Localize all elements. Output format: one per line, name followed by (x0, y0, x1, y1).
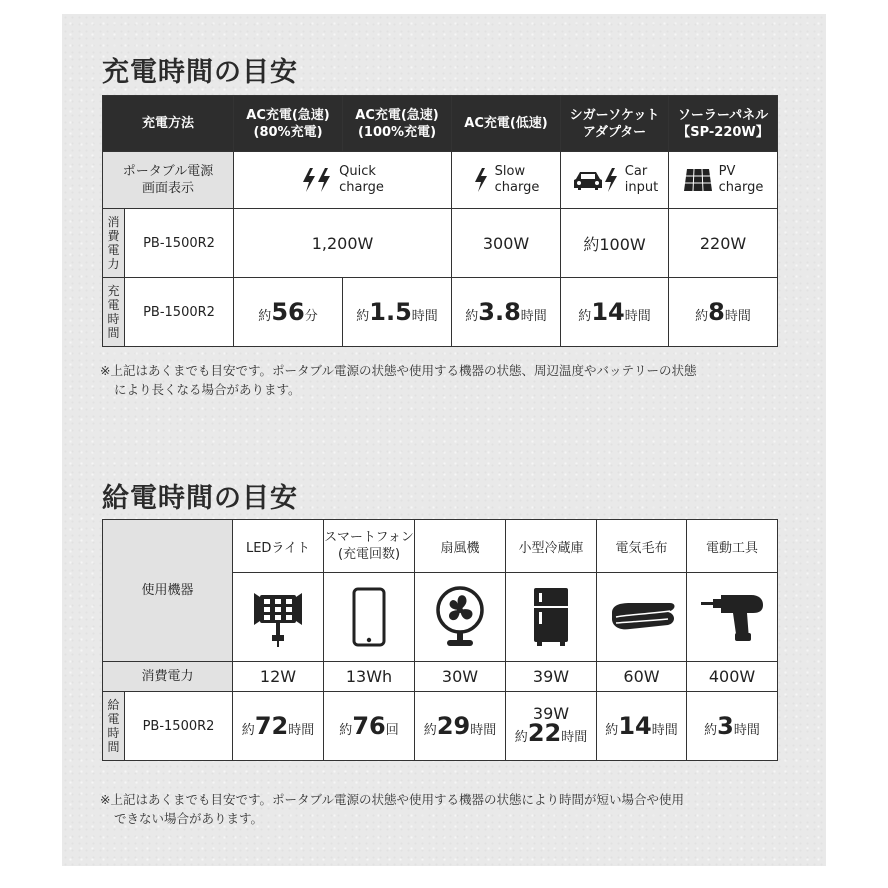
supply-time-row (103, 692, 778, 761)
power-value: 400W (687, 662, 778, 692)
led-light-icon (253, 587, 303, 647)
charge-time-cell: 約56分 (234, 278, 343, 347)
header-ac-fast-80: AC充電(急速) (80%充電) (234, 96, 343, 152)
power-value: 30W (415, 662, 506, 692)
model-name: PB-1500R2 (125, 692, 233, 761)
device-refrigerator: 小型冷蔵庫 (506, 520, 597, 573)
power-label: 消費電力 (103, 662, 233, 692)
supply-time-cell: 約14時間 (597, 692, 687, 761)
led-cell (233, 573, 324, 662)
power-value: 60W (597, 662, 687, 692)
supply-time-cell: 約76回 (324, 692, 415, 761)
car-icon (571, 167, 619, 193)
ac-fast-power: 1,200W (234, 209, 452, 278)
model-name: PB-1500R2 (125, 209, 234, 278)
charge-display-row (103, 152, 778, 209)
charge-time-cell: 約8時間 (669, 278, 778, 347)
device-fan: 扇風機 (415, 520, 506, 573)
solar-panel-icon (683, 167, 713, 193)
power-value: 39W (506, 662, 597, 692)
header-ac-slow: AC充電(低速) (452, 96, 561, 152)
double-bolt-icon (301, 167, 333, 193)
supply-footnote: ※上記はあくまでも目安です。ポータブル電源の状態や使用する機器の状態により時間が短い場合や使用 できない場合があります。 (100, 792, 684, 826)
power-side-label: 消 費 電 力 (103, 209, 125, 278)
slow-charge-display: Slow charge (452, 152, 561, 209)
charge-time-row (103, 278, 778, 347)
bolt-icon (473, 167, 489, 193)
device-label: 使用機器 (103, 520, 233, 662)
charge-time-cell: 約3.8時間 (452, 278, 561, 347)
car-power: 約100W (561, 209, 669, 278)
power-tool-cell (687, 573, 778, 662)
ac-slow-power: 300W (452, 209, 561, 278)
supply-time-cell: 約3時間 (687, 692, 778, 761)
header-ac-fast-100: AC充電(急速) (100%充電) (343, 96, 452, 152)
charge-footnote: ※上記はあくまでも目安です。ポータブル電源の状態や使用する機器の状態、周辺温度やバッテリーの状態 により長くなる場合があります。 (100, 363, 697, 397)
refrigerator-cell (506, 573, 597, 662)
device-name-row (103, 520, 778, 573)
overlap-power-text: 39W (532, 704, 570, 723)
header-solar-panel: ソーラーパネル 【SP-220W】 (669, 96, 778, 152)
device-smartphone: スマートフォン (充電回数) (324, 520, 415, 573)
charge-section-title: 充電時間の目安 (102, 57, 298, 88)
device-blanket: 電気毛布 (597, 520, 687, 573)
power-value: 13Wh (324, 662, 415, 692)
device-power-tool: 電動工具 (687, 520, 778, 573)
charge-power-row (103, 209, 778, 278)
refrigerator-icon (532, 586, 570, 648)
supply-time-side-label: 給 電 時 間 (103, 692, 125, 761)
supply-power-row (103, 662, 778, 692)
blanket-cell (597, 573, 687, 662)
fan-icon (433, 586, 487, 648)
quick-charge-display: Quick charge (234, 152, 452, 209)
header-car-adapter: シガーソケット アダプター (561, 96, 669, 152)
smartphone-cell (324, 573, 415, 662)
charge-time-cell: 約1.5時間 (343, 278, 452, 347)
power-tool-icon (699, 589, 765, 645)
supply-time-table (102, 519, 778, 761)
fan-cell (415, 573, 506, 662)
charge-time-cell: 約14時間 (561, 278, 669, 347)
solar-power: 220W (669, 209, 778, 278)
smartphone-icon (352, 587, 386, 647)
supply-time-cell: 約29時間 (415, 692, 506, 761)
supply-section-title: 給電時間の目安 (102, 483, 298, 514)
blanket-icon (606, 595, 678, 639)
car-input-display: Car input (561, 152, 669, 209)
power-value: 12W (233, 662, 324, 692)
supply-time-cell: 約72時間 (233, 692, 324, 761)
charge-header-row (103, 96, 778, 152)
device-led: LEDライト (233, 520, 324, 573)
display-row-label: ポータブル電源 画面表示 (103, 152, 234, 209)
charge-time-side-label: 充 電 時 間 (103, 278, 125, 347)
model-name: PB-1500R2 (125, 278, 234, 347)
pv-charge-display: PV charge (669, 152, 778, 209)
charge-method-header: 充電方法 (103, 96, 234, 152)
charge-time-table (102, 95, 778, 347)
supply-time-cell: 39W 約22時間 (506, 692, 597, 761)
